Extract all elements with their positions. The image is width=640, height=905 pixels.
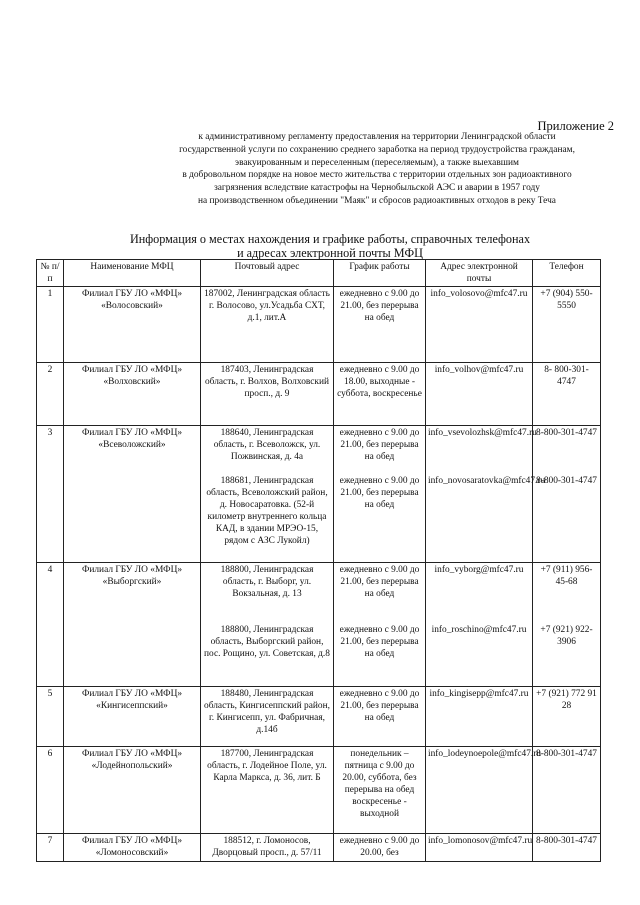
row-num: 1 [37, 287, 64, 363]
phone-cell [533, 426, 601, 563]
postal-address: 187700, Ленинградская область, г. Лодейное Поле, ул. Карла Маркса, д. 36, лит. Б [201, 747, 334, 834]
row-num: 2 [37, 363, 64, 426]
postal-address: 187403, Ленинградская область, г. Волхов, Волховский просп., д. 9 [201, 363, 334, 426]
work-schedule: ежедневно с 9.00 до 21.00, без перерыва на обед [339, 428, 420, 462]
work-schedule: ежедневно с 9.00 до 20.00, без [334, 834, 426, 862]
table-row [37, 563, 601, 687]
row-num: 3 [37, 426, 64, 563]
table-row [37, 747, 601, 834]
appendix-line: в добровольном порядке на новое место жительства с территории отдельных зон радиоактивного [182, 170, 572, 181]
work-schedule: ежедневно с 9.00 до 21.00, без перерыва на обед [339, 625, 420, 659]
postal-address: 188800, Ленинградская область, г. Выборг, ул. Вокзальная, д. 13 [220, 565, 314, 599]
table-row [37, 687, 601, 747]
email-address: info_vyborg@mfc47.ru [434, 565, 524, 575]
mfc-name: Филиал ГБУ ЛО «МФЦ» «Волосовский» [64, 287, 201, 363]
postal-address: 188681, Ленинградская область, Всеволожский район, д. Новосаратовка. (52-й километр внутреннего кольца КАД, в здании МРЭО-15, рядом с АЗС Лукойл) [206, 476, 328, 546]
postal-address: 188800, Ленинградская область, Выборгский район, пос. Рощино, ул. Советская, д.8 [204, 625, 330, 659]
table-row [37, 834, 601, 862]
phone-number: +7 (911) 956-45-68 [540, 565, 593, 587]
row-num: 7 [37, 834, 64, 862]
mfc-name: Филиал ГБУ ЛО «МФЦ» «Выборгский» [64, 563, 201, 687]
mfc-name: Филиал ГБУ ЛО «МФЦ» «Всеволожский» [64, 426, 201, 563]
postal-address: 188640, Ленинградская область, г. Всеволожск, ул. Пожвинская, д. 4а [213, 428, 321, 462]
appendix-line: государственной услуги по сохранению среднего заработка на период трудоустройства гражданам, [179, 144, 575, 155]
email-address: info_novosaratovka@mfc47.ru [428, 476, 546, 486]
phone-number: +7 (921) 772 91 28 [533, 687, 601, 747]
header-name: Наименование МФЦ [64, 260, 201, 287]
phone-number: +7 (904) 550-5550 [533, 287, 601, 363]
header-num: № п/п [37, 260, 64, 287]
phone-number: +7 (921) 922-3906 [540, 625, 593, 647]
mfc-name: Филиал ГБУ ЛО «МФЦ» «Кингисеппский» [64, 687, 201, 747]
phone-number: 8- 800-301-4747 [533, 363, 601, 426]
document-heading [60, 232, 600, 260]
work-schedule-cell [334, 426, 426, 563]
email-address: info_roschino@mfc47.ru [431, 625, 527, 635]
email-address-cell [426, 563, 533, 687]
postal-address-cell [201, 563, 334, 687]
heading-line: и адресах электронной почты МФЦ [237, 246, 423, 260]
email-address: info_volhov@mfc47.ru [426, 363, 533, 426]
email-address: info_volosovo@mfc47.ru [426, 287, 533, 363]
appendix-subtitle [140, 131, 614, 208]
table-row [37, 287, 601, 363]
work-schedule: ежедневно с 9.00 до 21.00, без перерыва на обед [334, 687, 426, 747]
postal-address: 187002, Ленинградская область г. Волосово, ул.Усадьба СХТ, д.1, лит.А [201, 287, 334, 363]
email-address: info_kingisepp@mfc47.ru [426, 687, 533, 747]
email-address-cell [426, 426, 546, 563]
header-address: Почтовый адрес [201, 260, 334, 287]
table-header-row [37, 260, 601, 287]
row-num: 6 [37, 747, 64, 834]
mfc-name: Филиал ГБУ ЛО «МФЦ» «Ломоносовский» [64, 834, 201, 862]
appendix-line: загрязнения вследствие катастрофы на Чернобыльской АЭС и аварии в 1957 году [214, 183, 540, 194]
email-address: info_lodeynoepole@mfc47.ru [426, 747, 533, 834]
heading-line: Информация о местах нахождения и графике работы, справочных телефонах [129, 232, 531, 246]
table-row [37, 363, 601, 426]
row-num: 5 [37, 687, 64, 747]
header-email: Адрес электронной почты [426, 260, 533, 287]
postal-address-cell [201, 426, 334, 563]
mfc-table [36, 259, 601, 862]
postal-address: 188512, г. Ломоносов, Дворцовый просп., д. 57/11 [201, 834, 334, 862]
appendix-title: Приложение 2 [537, 119, 614, 133]
email-address: info_vsevolozhsk@mfc47.ru [428, 428, 537, 438]
work-schedule: ежедневно с 9.00 до 21.00, без перерыва на обед [334, 287, 426, 363]
header-phone: Телефон [533, 260, 601, 287]
phone-number: 8-800-301-4747 [536, 428, 597, 438]
mfc-name: Филиал ГБУ ЛО «МФЦ» «Лодейнопольский» [64, 747, 201, 834]
appendix-line: эвакуированным и переселенным (переселяемым), а также выехавшим [235, 157, 519, 168]
email-address: info_lomonosov@mfc47.ru [426, 834, 533, 862]
mfc-name: Филиал ГБУ ЛО «МФЦ» «Волховский» [64, 363, 201, 426]
work-schedule: ежедневно с 9.00 до 21.00, без перерыва на обед [339, 476, 420, 510]
appendix-line: на производственном объединении "Маяк" и сбросов радиоактивных отходов в реку Теча [198, 195, 556, 206]
table-row [37, 426, 601, 563]
work-schedule: понедельник – пятница с 9.00 до 20.00, суббота, без перерыва на обед воскресенье - выходной [334, 747, 426, 834]
work-schedule-cell [334, 563, 426, 687]
row-num: 4 [37, 563, 64, 687]
phone-number: 8-800-301-4747 [533, 747, 601, 834]
work-schedule: ежедневно с 9.00 до 21.00, без перерыва на обед [339, 565, 420, 599]
work-schedule: ежедневно с 9.00 до 18.00, выходные - суббота, воскресенье [334, 363, 426, 426]
postal-address: 188480, Ленинградская область, Кингисеппский район, г. Кингисепп, ул. Фабричная, д.14б [201, 687, 334, 747]
phone-number: 8-800-301-4747 [536, 476, 597, 486]
appendix-line: к административному регламенту предоставления на территории Ленинградской области [198, 132, 556, 142]
phone-cell [533, 563, 601, 687]
header-schedule: График работы [334, 260, 426, 287]
phone-number: 8-800-301-4747 [533, 834, 601, 862]
